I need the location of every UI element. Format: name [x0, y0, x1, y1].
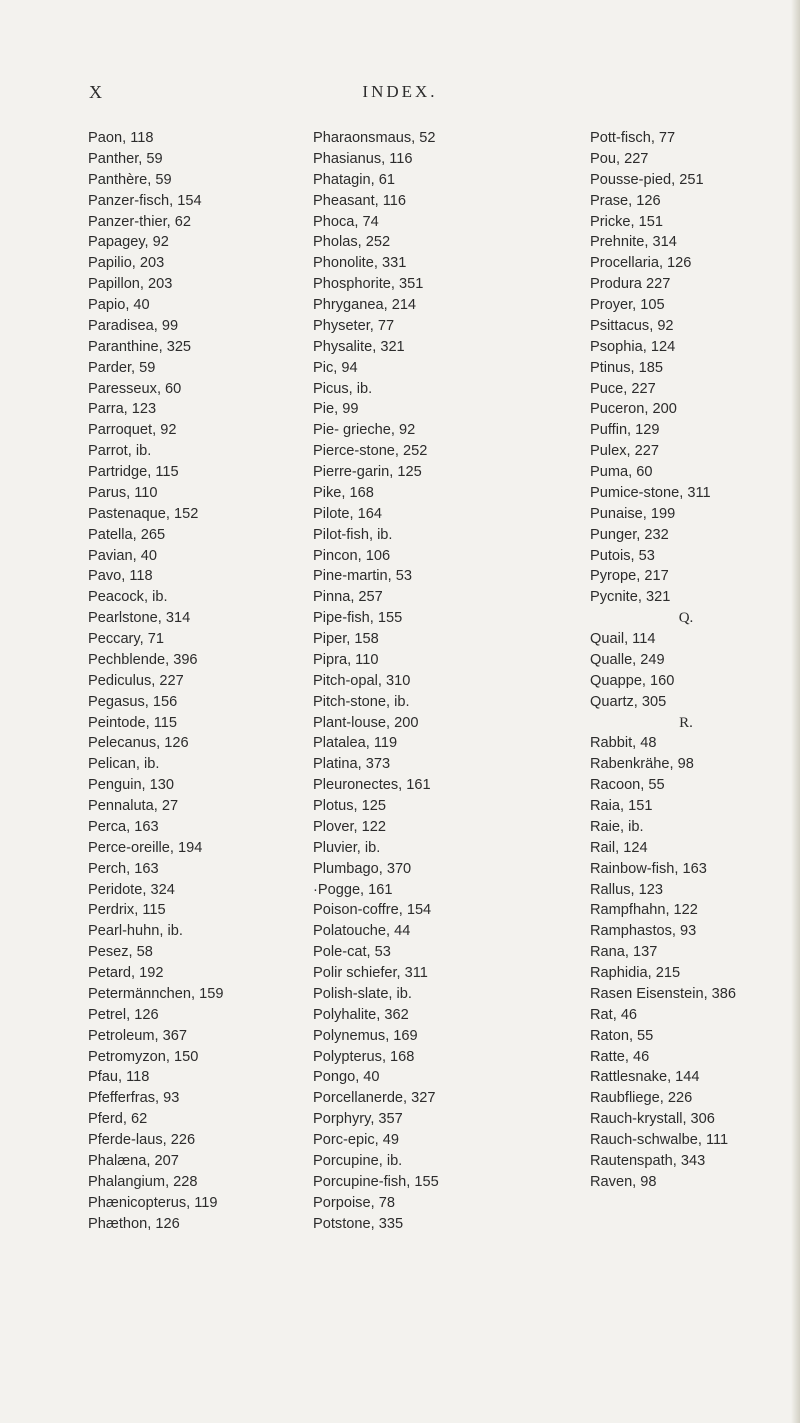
index-entry: Perch, 163 [88, 860, 159, 877]
index-entry: Prehnite, 314 [590, 234, 677, 251]
index-entry: Rat, 46 [590, 1006, 638, 1023]
index-entry: Rallus, 123 [590, 881, 664, 898]
index-entry: Quail, 114 [590, 631, 656, 647]
index-entry: Panthère, 59 [88, 171, 172, 188]
index-entry: Pie- grieche, 92 [313, 422, 416, 439]
index-entry: Pharaonsmaus, 52 [313, 130, 436, 146]
index-entry: Pavo, 118 [88, 568, 153, 585]
index-entry: Panzer-thier, 62 [88, 213, 192, 230]
index-entry: Pluvier, ib. [313, 839, 381, 856]
index-entry: Raie, ib. [590, 818, 644, 835]
index-entry: Pechblende, 396 [88, 651, 198, 668]
index-entry: Pelecanus, 126 [88, 735, 189, 752]
index-entry: Papilio, 203 [88, 255, 165, 272]
index-entry: Rana, 137 [590, 944, 658, 961]
index-entry: Petrel, 126 [88, 1006, 159, 1023]
index-entry: Pediculus, 227 [88, 672, 184, 689]
index-entry: Pitch-stone, ib. [313, 693, 410, 710]
index-entry: Rainbow-fish, 163 [590, 860, 707, 877]
index-entry: Pheasant, 116 [313, 192, 407, 209]
index-entry: Poison-coffre, 154 [313, 902, 432, 919]
index-entry: Platina, 373 [313, 756, 391, 773]
index-entry: Pyrope, 217 [590, 568, 669, 585]
index-entry: Pole-cat, 53 [313, 944, 391, 961]
index-entry: Punaise, 199 [590, 505, 676, 522]
index-entry: Pousse-pied, 251 [590, 171, 704, 188]
index-entry: Parus, 110 [88, 484, 158, 501]
index-entry: Puffin, 129 [590, 422, 660, 439]
index-entry: Perce-oreille, 194 [88, 839, 203, 856]
index-entry: Pincon, 106 [313, 547, 391, 564]
index-entry: Polish-slate, ib. [313, 985, 412, 1002]
index-column-3 [590, 128, 790, 1193]
index-entry: Phosphorite, 351 [313, 276, 424, 293]
index-entry: Petromyzon, 150 [88, 1048, 199, 1065]
index-entry: Raven, 98 [590, 1173, 657, 1190]
index-entry: Rail, 124 [590, 839, 648, 856]
index-entry: Pavian, 40 [88, 547, 157, 564]
index-entry: Pie, 99 [313, 401, 359, 418]
index-entry: Pearlstone, 314 [88, 610, 191, 627]
index-entry: Phalæna, 207 [88, 1152, 179, 1169]
index-entry: Pleuronectes, 161 [313, 777, 431, 794]
index-entry: Rauch-schwalbe, 111 [590, 1132, 729, 1148]
index-entry: Rabbit, 48 [590, 735, 657, 752]
index-entry: Porpoise, 78 [313, 1194, 395, 1211]
index-entry: Pholas, 252 [313, 234, 391, 251]
index-entry: Phryganea, 214 [313, 297, 417, 313]
index-entry: Pierre-garin, 125 [313, 464, 422, 480]
index-entry: Plover, 122 [313, 818, 387, 835]
index-entry: Pine-martin, 53 [313, 568, 412, 585]
index-entry: Rattlesnake, 144 [590, 1069, 700, 1086]
index-entry: Puceron, 200 [590, 401, 677, 418]
index-entry: Perca, 163 [88, 818, 159, 835]
index-entry: Proyer, 105 [590, 297, 665, 313]
index-entry: Perdrix, 115 [88, 902, 166, 919]
index-entry: Porcupine, ib. [313, 1152, 403, 1169]
index-entry: Plant-louse, 200 [313, 714, 419, 731]
index-entry: Pearl-huhn, ib. [88, 923, 183, 940]
index-entry: Porcupine-fish, 155 [313, 1173, 439, 1190]
index-entry: Phonolite, 331 [313, 255, 407, 272]
index-entry: Piper, 158 [313, 631, 379, 647]
index-entry: Panther, 59 [88, 150, 163, 167]
index-entry: Petermännchen, 159 [88, 985, 224, 1002]
index-letter-heading: Q. [678, 610, 694, 627]
index-entry: Petroleum, 367 [88, 1027, 187, 1044]
index-entry: Polyhalite, 362 [313, 1006, 409, 1023]
index-entry: Pitch-opal, 310 [313, 672, 411, 689]
index-entry: Pferde-laus, 226 [88, 1132, 196, 1148]
index-entry: Putois, 53 [590, 547, 655, 564]
index-entry: Physeter, 77 [313, 317, 395, 334]
index-entry: Polypterus, 168 [313, 1048, 415, 1065]
index-entry: Pegasus, 156 [88, 693, 178, 710]
index-entry: Raton, 55 [590, 1027, 654, 1044]
index-entry: Pumice-stone, 311 [590, 484, 711, 501]
index-entry: Parroquet, 92 [88, 422, 177, 439]
index-entry: Produra 227 [590, 276, 671, 293]
index-entry: Prase, 126 [590, 192, 661, 209]
index-entry: Ptinus, 185 [590, 359, 664, 376]
index-entry: Pic, 94 [313, 359, 358, 376]
index-entry: Phasianus, 116 [313, 150, 413, 167]
index-entry: Raphidia, 215 [590, 965, 681, 981]
index-entry: Peridote, 324 [88, 881, 175, 898]
index-entry: Paradisea, 99 [88, 317, 179, 334]
index-entry: Peccary, 71 [88, 631, 164, 647]
index-entry: Pferd, 62 [88, 1111, 148, 1128]
index-entry: Paresseux, 60 [88, 380, 182, 397]
index-entry: Partridge, 115 [88, 464, 179, 480]
index-entry: Polatouche, 44 [313, 923, 411, 940]
index-entry: Panzer-fisch, 154 [88, 192, 202, 209]
index-entry: Procellaria, 126 [590, 255, 692, 272]
page-header [0, 82, 800, 112]
index-entry: Porc-epic, 49 [313, 1132, 399, 1148]
index-entry: Phalangium, 228 [88, 1173, 198, 1190]
index-entry: Pilote, 164 [313, 505, 382, 522]
index-entry: Papagey, 92 [88, 234, 169, 251]
index-entry: Pott-fisch, 77 [590, 130, 676, 146]
running-title: INDEX. [362, 82, 438, 101]
index-entry: Phæthon, 126 [88, 1215, 180, 1232]
index-entry: Parra, 123 [88, 401, 157, 418]
index-entry: Pike, 168 [313, 484, 374, 501]
index-entry: Paon, 118 [88, 130, 154, 146]
index-entry: Quartz, 305 [590, 693, 667, 710]
index-entry: Porcellanerde, 327 [313, 1090, 436, 1107]
index-entry: ·Pogge, 161 [313, 881, 393, 898]
index-entry: Pricke, 151 [590, 213, 664, 230]
index-entry: Pou, 227 [590, 150, 649, 167]
index-entry: Platalea, 119 [313, 735, 398, 752]
index-entry: Qualle, 249 [590, 651, 665, 668]
index-entry: Rauch-krystall, 306 [590, 1111, 715, 1128]
index-entry: Rampfhahn, 122 [590, 902, 698, 919]
index-entry: Paranthine, 325 [88, 338, 192, 355]
index-entry: Pierce-stone, 252 [313, 443, 428, 460]
index-entry: Rautenspath, 343 [590, 1152, 706, 1169]
index-entry: Rasen Eisenstein, 386 [590, 985, 737, 1002]
index-entry: Picus, ib. [313, 380, 373, 397]
index-entry: Rabenkrähe, 98 [590, 756, 694, 773]
index-entry: Peintode, 115 [88, 714, 177, 731]
index-entry: Psittacus, 92 [590, 317, 674, 334]
index-letter-heading: R. [679, 714, 693, 731]
index-column-2 [313, 128, 578, 1234]
index-entry: Patella, 265 [88, 526, 166, 543]
index-entry: Papillon, 203 [88, 276, 173, 293]
index-entry: Pipe-fish, 155 [313, 610, 403, 627]
index-entry: Parrot, ib. [88, 443, 152, 460]
index-entry: Porphyry, 357 [313, 1111, 403, 1128]
index-entry: Puce, 227 [590, 380, 656, 397]
index-entry: Phatagin, 61 [313, 171, 395, 188]
page-number: X [89, 82, 103, 102]
page-edge-shadow [791, 0, 800, 1423]
index-entry: Puma, 60 [590, 464, 653, 480]
index-entry: Pilot-fish, ib. [313, 526, 393, 543]
index-entry: Raia, 151 [590, 798, 653, 814]
index-entry: Pelican, ib. [88, 756, 160, 773]
index-entry: Phænicopterus, 119 [88, 1194, 218, 1211]
index-entry: Polynemus, 169 [313, 1027, 418, 1044]
index-entry: Psophia, 124 [590, 338, 676, 355]
index-entry: Potstone, 335 [313, 1215, 404, 1232]
index-entry: Polir schiefer, 311 [313, 965, 428, 981]
index-entry: Raubfliege, 226 [590, 1090, 693, 1107]
index-entry: Ratte, 46 [590, 1048, 650, 1065]
index-entry: Papio, 40 [88, 297, 150, 313]
index-entry: Pycnite, 321 [590, 589, 671, 606]
index-entry: Pfau, 118 [88, 1069, 150, 1086]
index-entry: Ramphastos, 93 [590, 923, 697, 940]
index-entry: Pennaluta, 27 [88, 798, 179, 814]
index-entry: Quappe, 160 [590, 672, 675, 689]
index-entry: Petard, 192 [88, 965, 164, 981]
index-entry: Pongo, 40 [313, 1069, 380, 1086]
index-entry: Parder, 59 [88, 359, 156, 376]
index-entry: Racoon, 55 [590, 777, 665, 794]
index-entry: Pipra, 110 [313, 651, 379, 668]
index-entry: Pulex, 227 [590, 443, 659, 460]
index-entry: Penguin, 130 [88, 777, 175, 794]
index-entry: Plumbago, 370 [313, 860, 412, 877]
index-entry: Pinna, 257 [313, 589, 383, 606]
index-entry: Phoca, 74 [313, 213, 379, 230]
index-entry: Pfefferfras, 93 [88, 1090, 180, 1107]
index-entry: Pastenaque, 152 [88, 505, 199, 522]
index-entry: Peacock, ib. [88, 589, 168, 606]
index-entry: Punger, 232 [590, 526, 669, 543]
index-entry: Plotus, 125 [313, 798, 387, 814]
index-entry: Physalite, 321 [313, 338, 405, 355]
index-column-1 [88, 128, 310, 1234]
index-entry: Pesez, 58 [88, 944, 153, 961]
